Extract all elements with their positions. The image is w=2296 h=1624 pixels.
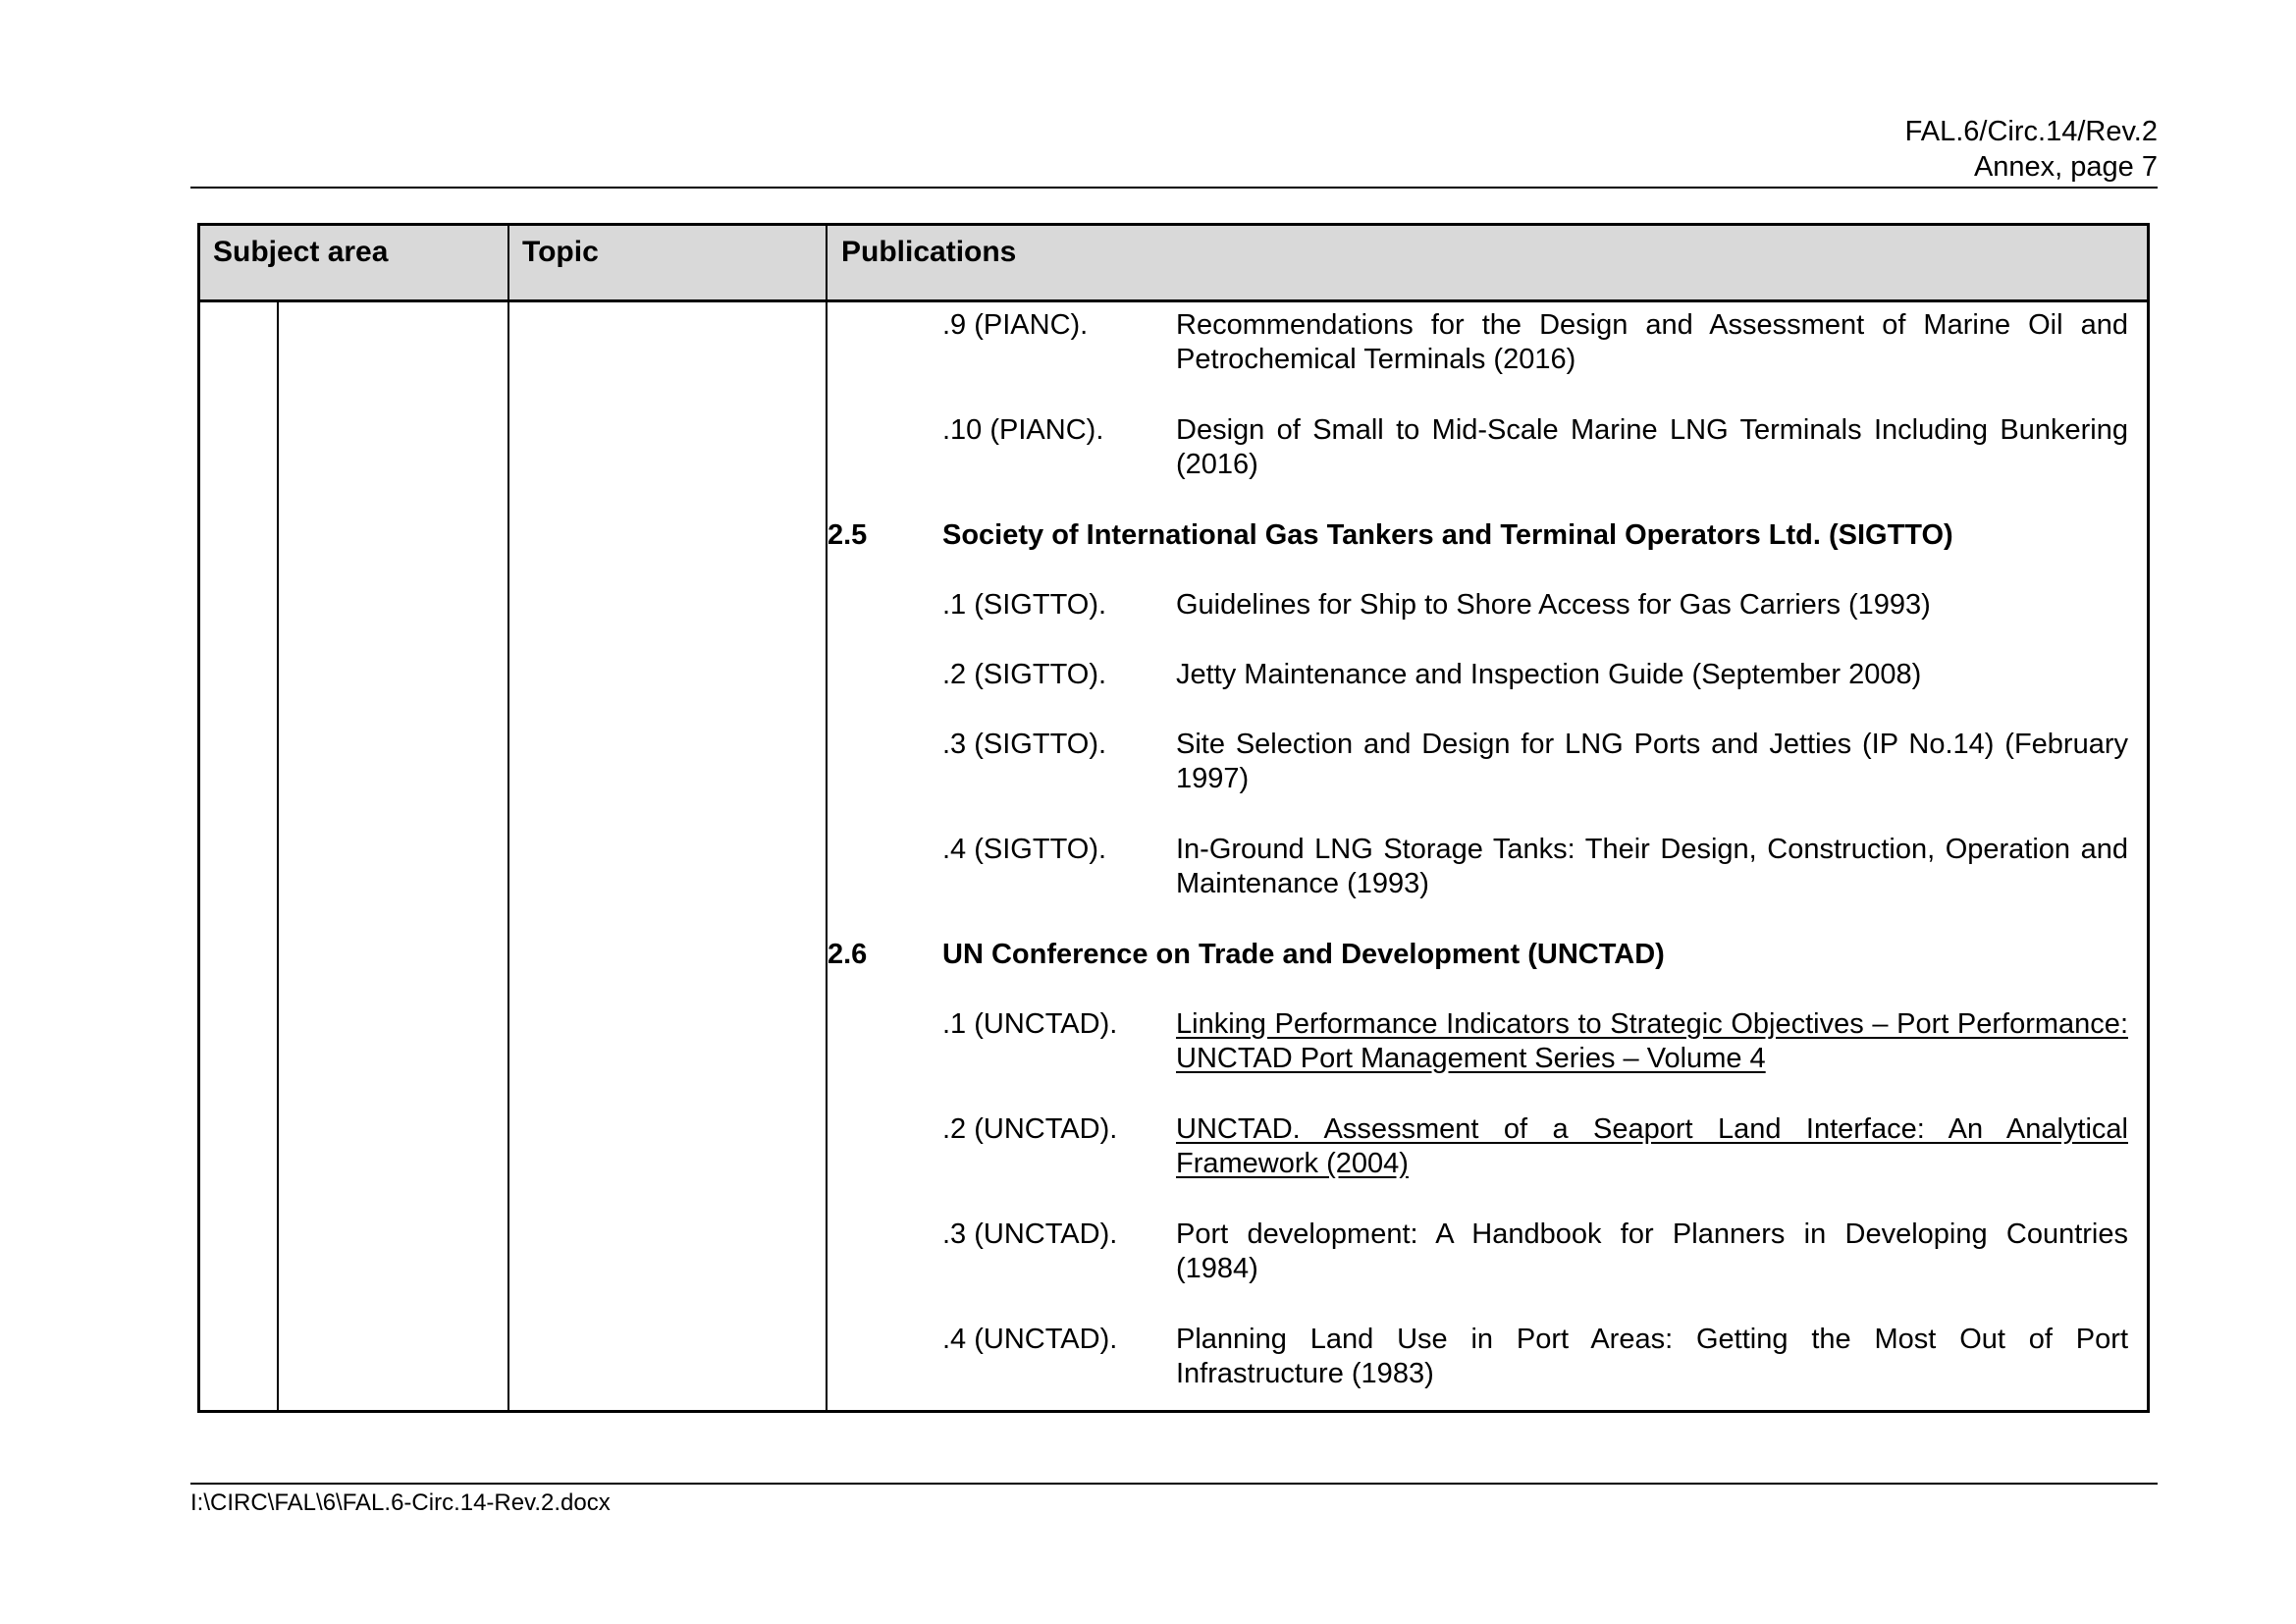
- publication-text: Site Selection and Design for LNG Ports and Jetties (IP No.14) (February 1997): [1176, 729, 2128, 794]
- publication-ref: .4 (UNCTAD).: [942, 1324, 1118, 1355]
- publication-text: Jetty Maintenance and Inspection Guide (September 2008): [1176, 659, 1922, 690]
- publication-text: Planning Land Use in Port Areas: Getting the Most Out of Port Infrastructure (1983): [1176, 1324, 2128, 1389]
- publication-link[interactable]: Linking Performance Indicators to Strategic Objectives – Port Performance: UNCTAD Port Management Series – Volume 4: [1176, 1008, 2128, 1074]
- column-header-publications: Publications: [841, 236, 1017, 268]
- publication-ref: .1 (UNCTAD).: [942, 1008, 1118, 1040]
- publication-ref: .1 (SIGTTO).: [942, 589, 1107, 621]
- table-header-row: [200, 226, 2147, 302]
- sub-column-divider: [277, 302, 279, 1410]
- publications-table: [197, 223, 2150, 1413]
- publication-ref: .9 (PIANC).: [942, 309, 1089, 341]
- publication-ref: .2 (SIGTTO).: [942, 659, 1107, 690]
- column-header-topic: Topic: [522, 236, 599, 268]
- publication-ref: .3 (SIGTTO).: [942, 729, 1107, 760]
- footer-divider: [190, 1483, 2158, 1485]
- footer-file-path: I:\CIRC\FAL\6\FAL.6-Circ.14-Rev.2.docx: [190, 1489, 611, 1516]
- section-number: 2.5: [828, 519, 868, 551]
- publication-text: Guidelines for Ship to Shore Access for Gas Carriers (1993): [1176, 589, 1931, 621]
- column-divider-1: [507, 226, 509, 1410]
- publication-text: Port development: A Handbook for Planners in Developing Countries (1984): [1176, 1218, 2128, 1284]
- page-header: [190, 114, 2158, 185]
- publication-link[interactable]: UNCTAD. Assessment of a Seaport Land Interface: An Analytical Framework (2004): [1176, 1113, 2128, 1179]
- publication-text: Design of Small to Mid-Scale Marine LNG Terminals Including Bunkering (2016): [1176, 414, 2128, 480]
- section-title: UN Conference on Trade and Development (UNCTAD): [942, 939, 1665, 970]
- publication-text: In-Ground LNG Storage Tanks: Their Design, Construction, Operation and Maintenance (1993): [1176, 834, 2128, 899]
- publication-text: Recommendations for the Design and Assessment of Marine Oil and Petrochemical Terminals (2016): [1176, 309, 2128, 375]
- page-label: Annex, page 7: [1973, 151, 2158, 183]
- publication-ref: .4 (SIGTTO).: [942, 834, 1107, 865]
- header-divider: [190, 187, 2158, 189]
- column-header-subject-area: Subject area: [213, 236, 389, 268]
- section-number: 2.6: [828, 939, 868, 970]
- document-reference: FAL.6/Circ.14/Rev.2: [1904, 116, 2158, 147]
- publication-ref: .3 (UNCTAD).: [942, 1218, 1118, 1250]
- publication-ref: .10 (PIANC).: [942, 414, 1104, 446]
- section-title: Society of International Gas Tankers and Terminal Operators Ltd. (SIGTTO): [942, 519, 1953, 551]
- publication-ref: .2 (UNCTAD).: [942, 1113, 1118, 1145]
- column-divider-2: [826, 226, 828, 1410]
